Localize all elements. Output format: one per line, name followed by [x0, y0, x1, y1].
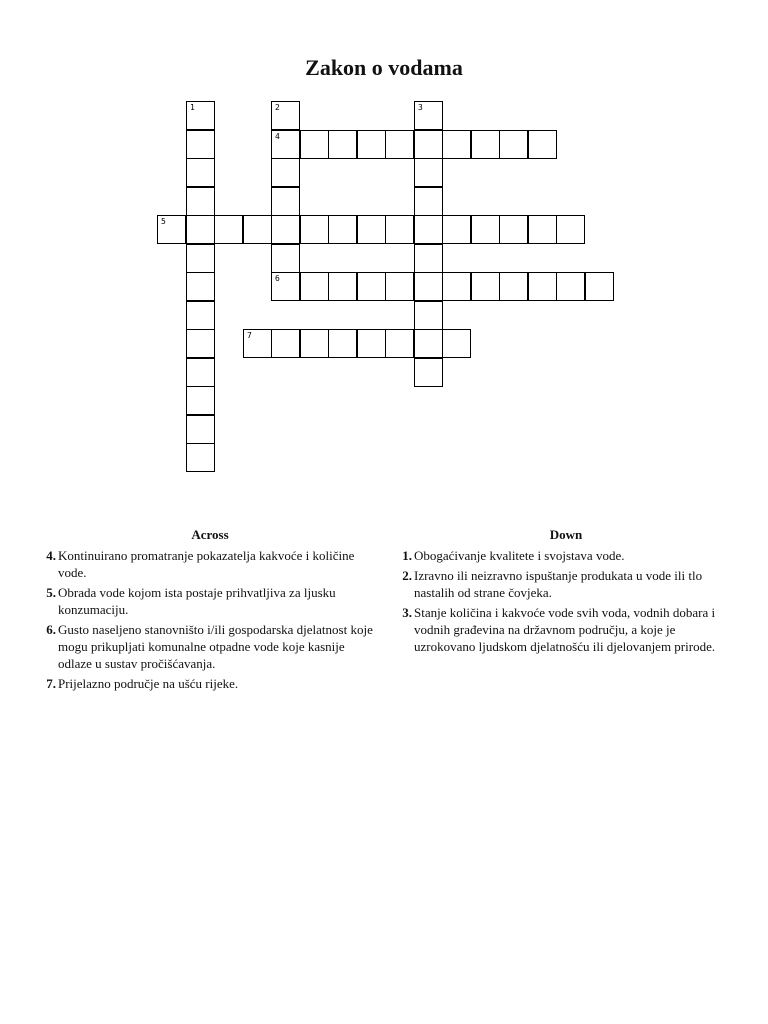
clue-text: Obogaćivanje kvalitete i svojstava vode. — [414, 548, 625, 563]
crossword-cell[interactable] — [385, 130, 414, 159]
crossword-cell[interactable] — [300, 329, 329, 358]
clue-number: 1. — [402, 548, 412, 563]
across-heading: Across — [191, 527, 229, 542]
clue-number: 5. — [46, 585, 56, 600]
crossword-cell[interactable] — [414, 158, 443, 187]
crossword-cell[interactable] — [186, 130, 215, 159]
clue-number: 4. — [46, 548, 56, 563]
crossword-cell[interactable] — [271, 215, 300, 244]
across-clues — [40, 526, 380, 695]
crossword-cell[interactable] — [186, 443, 215, 472]
crossword-cell[interactable] — [357, 272, 386, 301]
crossword-cell[interactable] — [328, 215, 357, 244]
down-heading: Down — [549, 527, 583, 542]
crossword-cell[interactable] — [271, 187, 300, 216]
crossword-cell[interactable] — [186, 215, 215, 244]
cell-number: 6 — [275, 274, 280, 283]
crossword-cell[interactable] — [271, 101, 300, 130]
cell-number: 1 — [190, 103, 195, 112]
crossword-cell[interactable] — [499, 130, 528, 159]
crossword-cell[interactable] — [186, 358, 215, 387]
crossword-cell[interactable] — [528, 130, 557, 159]
clue-text: Kontinuirano promatranje pokazatelja kakvoće i količine vode. — [58, 548, 355, 580]
cell-number: 3 — [418, 103, 423, 112]
crossword-cell[interactable] — [471, 272, 500, 301]
crossword-cell[interactable] — [471, 130, 500, 159]
crossword-cell[interactable] — [499, 215, 528, 244]
crossword-cell[interactable] — [414, 187, 443, 216]
cell-number: 2 — [275, 103, 280, 112]
crossword-cell[interactable] — [300, 272, 329, 301]
crossword-cell[interactable] — [186, 329, 215, 358]
crossword-cell[interactable] — [414, 301, 443, 330]
down-clues — [396, 526, 736, 658]
clue-across-7 — [40, 675, 380, 692]
crossword-cell[interactable] — [385, 329, 414, 358]
crossword-cell[interactable] — [300, 130, 329, 159]
clue-text: Prijelazno područje na ušću rijeke. — [58, 676, 239, 691]
crossword-cell[interactable] — [442, 130, 471, 159]
cell-number: 5 — [161, 217, 166, 226]
cell-number: 7 — [247, 331, 252, 340]
crossword-cell[interactable] — [528, 272, 557, 301]
crossword-cell[interactable] — [214, 215, 243, 244]
crossword-cell[interactable] — [442, 215, 471, 244]
crossword-cell[interactable] — [271, 272, 300, 301]
clue-down-1 — [396, 547, 736, 564]
crossword-cell[interactable] — [414, 244, 443, 273]
crossword-cell[interactable] — [186, 244, 215, 273]
crossword-cell[interactable] — [414, 215, 443, 244]
clue-across-4 — [40, 547, 380, 581]
crossword-cell[interactable] — [414, 101, 443, 130]
page-title: Zakon o vodama — [305, 55, 463, 80]
crossword-cell[interactable] — [186, 415, 215, 444]
crossword-cell[interactable] — [385, 215, 414, 244]
crossword-cell[interactable] — [271, 329, 300, 358]
clue-number: 7. — [46, 676, 56, 691]
crossword-cell[interactable] — [414, 329, 443, 358]
crossword-cell[interactable] — [186, 158, 215, 187]
clue-down-2 — [396, 567, 736, 601]
crossword-cell[interactable] — [556, 272, 585, 301]
clue-text: Obrada vode kojom ista postaje prihvatljiva za ljusku konzumaciju. — [58, 585, 336, 617]
crossword-cell[interactable] — [186, 272, 215, 301]
crossword-cell[interactable] — [243, 215, 272, 244]
clue-number: 2. — [402, 568, 412, 583]
crossword-cell[interactable] — [357, 130, 386, 159]
clue-across-5 — [40, 584, 380, 618]
crossword-cell[interactable] — [414, 130, 443, 159]
clue-text: Izravno ili neizravno ispuštanje produkata u vode ili tlo nastalih od strane čovjeka. — [414, 568, 703, 600]
clue-text: Gusto naseljeno stanovništo i/ili gospodarska djelatnost koje mogu prikupljati komunalne otpadne vode koje kasnije odlaze u sustav pročišćavanja. — [58, 622, 373, 671]
clue-number: 6. — [46, 622, 56, 637]
crossword-cell[interactable] — [442, 272, 471, 301]
crossword-cell[interactable] — [585, 272, 614, 301]
crossword-cell[interactable] — [328, 272, 357, 301]
crossword-cell[interactable] — [528, 215, 557, 244]
crossword-cell[interactable] — [328, 329, 357, 358]
crossword-cell[interactable] — [186, 386, 215, 415]
crossword-cell[interactable] — [442, 329, 471, 358]
crossword-cell[interactable] — [186, 187, 215, 216]
crossword-cell[interactable] — [385, 272, 414, 301]
crossword-cell[interactable] — [414, 272, 443, 301]
clue-down-3 — [396, 604, 736, 655]
crossword-cell[interactable] — [357, 215, 386, 244]
clue-number: 3. — [402, 605, 412, 620]
crossword-cell[interactable] — [186, 301, 215, 330]
crossword-cell[interactable] — [328, 130, 357, 159]
crossword-cell[interactable] — [157, 215, 186, 244]
crossword-cell[interactable] — [471, 215, 500, 244]
clue-across-6 — [40, 621, 380, 672]
crossword-cell[interactable] — [556, 215, 585, 244]
crossword-cell[interactable] — [357, 329, 386, 358]
crossword-cell[interactable] — [499, 272, 528, 301]
crossword-cell[interactable] — [243, 329, 272, 358]
clue-text: Stanje količina i kakvoće vode svih voda, vodnih dobara i vodnih građevina na državnom području, a koje je uzrokovano ljudskom djelatnošću ili djelovanjem prirode. — [414, 605, 716, 654]
crossword-cell[interactable] — [271, 244, 300, 273]
crossword-cell[interactable] — [271, 158, 300, 187]
crossword-grid — [0, 0, 768, 500]
crossword-cell[interactable] — [300, 215, 329, 244]
cell-number: 4 — [275, 132, 280, 141]
crossword-cell[interactable] — [414, 358, 443, 387]
crossword-cell[interactable] — [186, 101, 215, 130]
crossword-cell[interactable] — [271, 130, 300, 159]
